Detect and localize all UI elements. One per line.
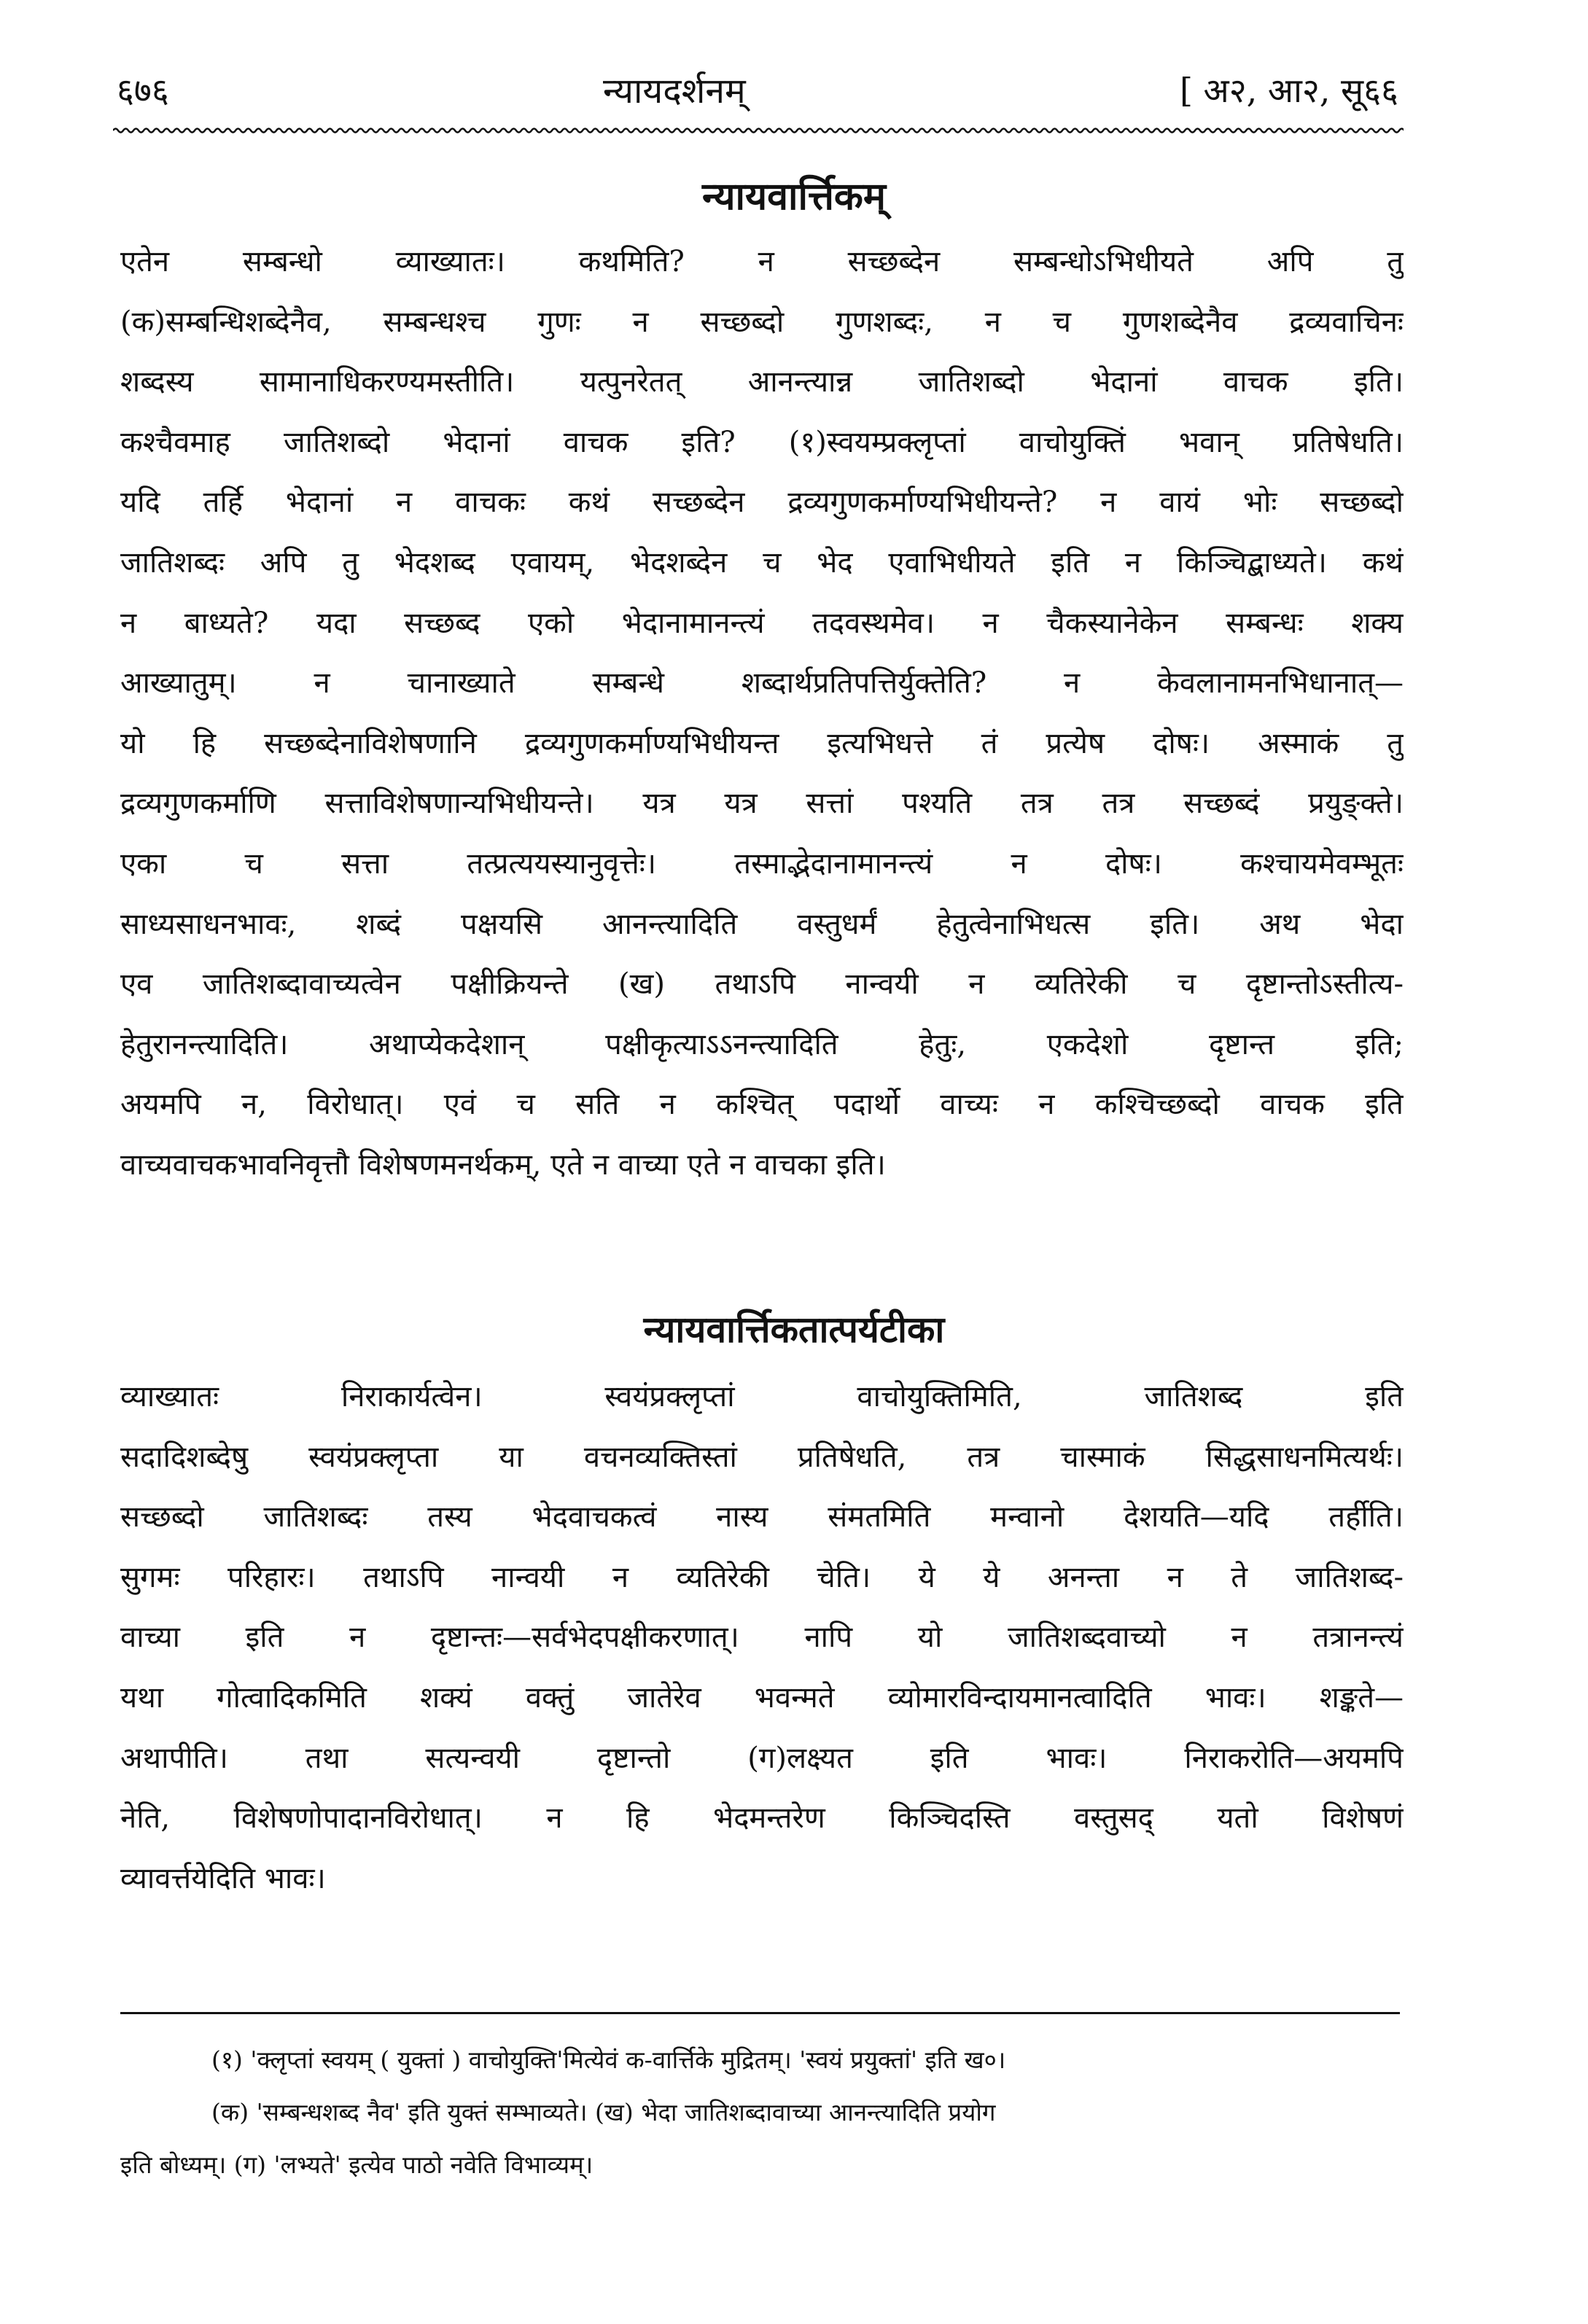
text-line: व्यावर्त्तयेदिति भावः।: [120, 1861, 326, 1895]
text-line: यो हि सच्छब्देनाविशेषणानि द्रव्यगुणकर्माण्यभिधीयन्त इत्यभिधत्ते तं प्रत्येष दोषः। अस्माकं तु: [120, 726, 1404, 760]
vartika-heading: न्यायवार्त्तिकम्: [702, 174, 886, 219]
running-title: न्यायदर्शनम्: [603, 70, 746, 112]
text-line: यथा गोत्वादिकमिति शक्यं वक्तुं जातेरेव भवन्मते व्योमारविन्दायमानत्वादिति भावः। शङ्कते—: [120, 1680, 1404, 1715]
footnotes: [120, 2034, 1404, 2191]
text-line: सच्छब्दो जातिशब्दः तस्य भेदवाचकत्वं नास्य संमतमिति मन्वानो देशयति—यदि तर्हीति।: [120, 1500, 1404, 1535]
text-line: अथापीति। तथा सत्यन्वयी दृष्टान्तो (ग)लक्ष्यत इति भावः। निराकरोति—अयमपि: [120, 1741, 1404, 1775]
text-line: साध्यसाधनभावः, शब्दं पक्षयसि आनन्त्यादिति वस्तुधर्मं हेतुत्वेनाभिधत्स इति। अथ भेदा: [120, 907, 1404, 941]
text-line: शब्दस्य सामानाधिकरण्यमस्तीति। यत्पुनरेतत् आनन्त्यान्न जातिशब्दो भेदानां वाचक इति।: [120, 365, 1404, 399]
page-number: ६७६: [117, 71, 169, 110]
text-line: वाच्यवाचकभावनिवृत्तौ विशेषणमनर्थकम्, एते न वाच्या एते न वाचका इति।: [120, 1147, 886, 1182]
text-line: यदि तर्हि भेदानां न वाचकः कथं सच्छब्देन द्रव्यगुणकर्माण्यभिधीयन्ते? न वायं भोः सच्छब्दो: [120, 486, 1404, 520]
text-line: सुगमः परिहारः। तथाऽपि नान्वयी न व्यतिरेकी चेति। ये ये अनन्ता न ते जातिशब्द-: [120, 1560, 1404, 1594]
text-line: अयमपि न, विरोधात्। एवं च सति न कश्चित् पदार्थो वाच्यः न कश्चिच्छब्दो वाचक इति: [120, 1088, 1404, 1122]
tika-heading: न्यायवार्त्तिकतात्पर्यटीका: [643, 1308, 945, 1351]
text-line: न बाध्यते? यदा सच्छब्द एको भेदानामानन्त्यं तदवस्थमेव। न चैकस्यानेकेन सम्बन्धः शक्य: [120, 606, 1404, 640]
text-line: एतेन सम्बन्धो व्याख्यातः। कथमिति? न सच्छब्देन सम्बन्धोऽभिधीयते अपि तु: [120, 245, 1404, 278]
text-line: एव जातिशब्दावाच्यत्वेन पक्षीक्रियन्ते (ख) तथाऽपि नान्वयी न व्यतिरेकी च दृष्टान्तोऽस्तीत्य-: [120, 967, 1404, 1002]
footnote-line: (क) 'सम्बन्धशब्द नैव' इति युक्तं सम्भाव्यते। (ख) भेदा जातिशब्दावाच्या आनन्त्यादिति प्रयोग: [211, 2098, 996, 2126]
section-reference: [ अ२, आ२, सू६६: [1179, 71, 1398, 110]
footnote-line: इति बोध्यम्। (ग) 'लभ्यते' इत्येव पाठो नवेति विभाव्यम्।: [120, 2151, 593, 2179]
header-wavy-rule: [113, 124, 1404, 137]
page-header: [117, 64, 1398, 115]
text-line: सदादिशब्देषु स्वयंप्रक्लृप्ता या वचनव्यक्तिस्तां प्रतिषेधति, तत्र चास्माकं सिद्धसाधनमित्यर्थः।: [120, 1440, 1404, 1474]
vartika-text: [120, 232, 1404, 1196]
footnote-line: (१) 'क्लृप्तां स्वयम् ( युक्तां ) वाचोयुक्ति'मित्येवं क-वार्त्तिके मुद्रितम्। 'स्वयं प्रयुक्तां' इति ख०।: [211, 2046, 1006, 2074]
tika-text: [120, 1367, 1404, 1908]
footnote-rule: [120, 2012, 1400, 2014]
text-line: (क)सम्बन्धिशब्देनैव, सम्बन्धश्च गुणः न सच्छब्दो गुणशब्दः, न च गुणशब्देनैव द्रव्यवाचिनः: [120, 305, 1404, 339]
text-line: आख्यातुम्। न चानाख्याते सम्बन्धे शब्दार्थप्रतिपत्तिर्युक्तेति? न केवलानामनभिधानात्—: [120, 666, 1404, 701]
text-line: कश्चैवमाह जातिशब्दो भेदानां वाचक इति? (१)स्वयम्प्रक्लृप्तां वाचोयुक्तिं भवान् प्रतिषेधति।: [120, 425, 1404, 459]
text-line: वाच्या इति न दृष्टान्तः—सर्वभेदपक्षीकरणात्। नापि यो जातिशब्दवाच्यो न तत्रानन्त्यं: [120, 1621, 1404, 1655]
text-line: हेतुरानन्त्यादिति। अथाप्येकदेशान् पक्षीकृत्याऽऽनन्त्यादिति हेतुः, एकदेशो दृष्टान्त इति;: [120, 1027, 1404, 1061]
text-line: द्रव्यगुणकर्माणि सत्ताविशेषणान्यभिधीयन्ते। यत्र यत्र सत्तां पश्यति तत्र तत्र सच्छब्दं प्रयुङ्क्ते।: [120, 787, 1404, 821]
text-line: नेति, विशेषणोपादानविरोधात्। न हि भेदमन्तरेण किञ्चिदस्ति वस्तुसद् यतो विशेषणं: [120, 1801, 1404, 1836]
text-line: जातिशब्दः अपि तु भेदशब्द एवायम्, भेदशब्देन च भेद एवाभिधीयते इति न किञ्चिद्बाध्यते। कथं: [120, 545, 1404, 580]
text-line: व्याख्यातः निराकार्यत्वेन। स्वयंप्रक्लृप्तां वाचोयुक्तिमिति, जातिशब्द इति: [120, 1380, 1404, 1413]
text-line: एका च सत्ता तत्प्रत्ययस्यानुवृत्तेः। तस्माद्भेदानामानन्त्यं न दोषः। कश्चायमेवम्भूतः: [120, 846, 1404, 881]
